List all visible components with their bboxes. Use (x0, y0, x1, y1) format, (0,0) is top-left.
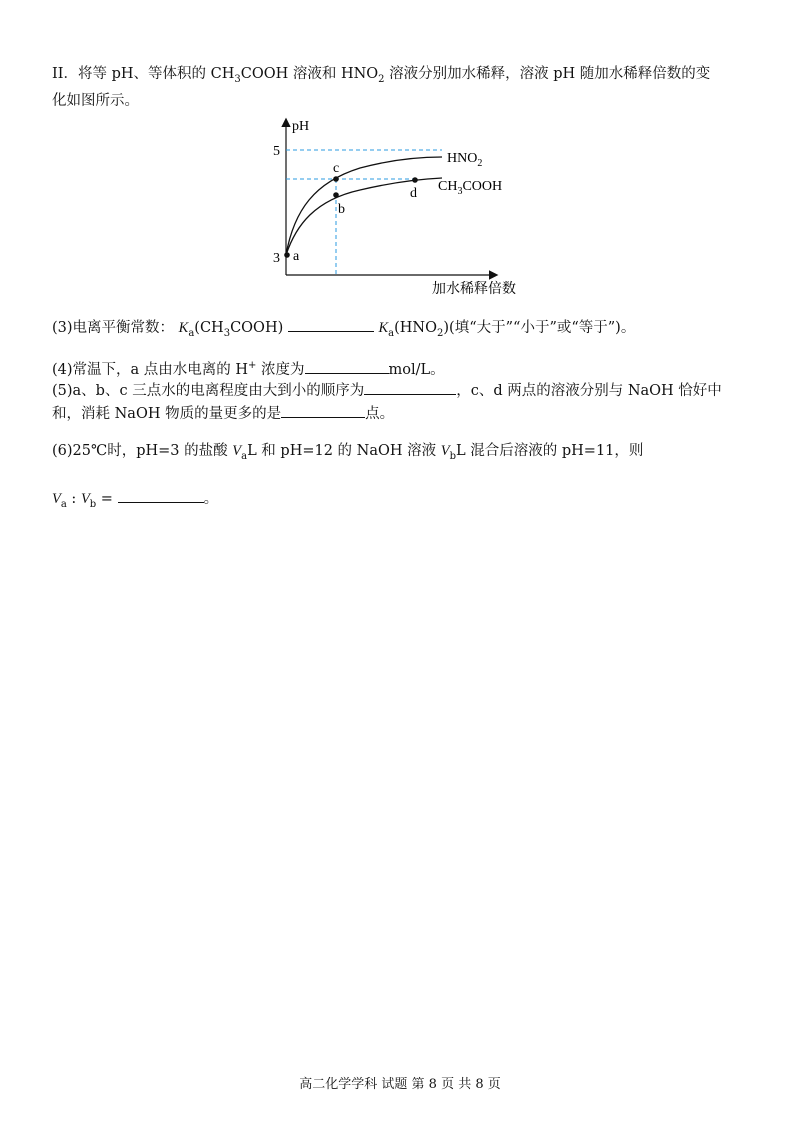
y-axis-label: pH (292, 119, 310, 134)
subscript: 3 (223, 327, 231, 339)
volume-symbol: V (80, 491, 90, 507)
formula: (HNO (394, 320, 437, 336)
subscript: b (449, 450, 457, 462)
q4-mid: 浓度为 (256, 361, 305, 378)
point-b-marker (333, 192, 339, 198)
curve-hno2 (286, 157, 442, 255)
subscript: b (89, 498, 97, 510)
q6-end: 。 (203, 491, 219, 507)
q4-suffix: mol/L。 (388, 361, 445, 378)
q5-text: 和，消耗 NaOH 物质的量更多的是 (52, 406, 282, 422)
dilution-ph-chart (260, 110, 550, 300)
answer-blank-q6[interactable] (118, 488, 204, 503)
page-footer: 高二化学学科 试题 第 8 页 共 8 页 (299, 1077, 501, 1092)
subscript: 3 (234, 73, 241, 85)
subscript: a (388, 327, 395, 339)
label-hno2: $HNO_2$ (447, 151, 483, 169)
q6-text: (6)25℃时，pH=3 的盐酸 (52, 443, 233, 459)
equals: = (96, 491, 118, 507)
ka-symbol: K (178, 320, 189, 336)
question-6-line-1 (52, 440, 643, 468)
question-3 (52, 317, 635, 345)
volume-symbol: V (52, 491, 61, 507)
ratio-colon: : (66, 491, 81, 507)
point-a-label: a (293, 249, 300, 264)
point-b-label: b (338, 202, 345, 217)
point-a-marker (284, 252, 290, 258)
formula: COOH) (230, 320, 284, 336)
x-axis-label: 加水稀释倍数 (432, 282, 516, 297)
point-d-label: d (410, 186, 417, 201)
subscript: a (60, 498, 67, 510)
q5-text: 点。 (365, 406, 395, 422)
volume-symbol: V (232, 443, 242, 459)
formula: (CH (194, 320, 224, 336)
q6-text: L 混合后溶液的 pH=11，则 (456, 443, 644, 459)
point-c-marker (333, 176, 339, 182)
q5-text: ，c、d 两点的溶液分别与 NaOH 恰好中 (456, 383, 722, 399)
question-4 (52, 355, 445, 381)
label-ch3cooh: $CH_3COOH$ (438, 179, 503, 197)
subscript: 2 (378, 73, 385, 85)
question-5-line-1 (52, 380, 722, 402)
volume-symbol: V (440, 443, 450, 459)
intro-line-1 (52, 63, 710, 91)
intro-text: 溶液分别加水稀释，溶液 pH 随加水稀释倍数的变 (384, 66, 711, 82)
question-5-line-2 (52, 403, 394, 425)
superscript: + (248, 360, 257, 371)
formula: ) (443, 320, 450, 336)
q4-prefix: (4)常温下，a 点由水电离的 H (52, 361, 249, 378)
subscript: 2 (437, 327, 444, 339)
intro-line-2: 化如图所示。 (52, 93, 139, 109)
subscript: a (188, 327, 195, 339)
answer-blank-q5b[interactable] (281, 403, 365, 418)
answer-blank-q3[interactable] (288, 317, 374, 332)
intro-text: COOH 溶液和 HNO (240, 66, 379, 82)
tick-5: 5 (273, 144, 280, 159)
question-6-line-2 (52, 488, 218, 516)
q6-text: L 和 pH=12 的 NaOH 溶液 (247, 443, 441, 459)
curve-ch3cooh (286, 178, 442, 255)
intro-text: II．将等 pH、等体积的 CH (52, 66, 235, 82)
q5-text: (5)a、b、c 三点水的电离程度由大到小的顺序为 (52, 383, 365, 399)
q3-prefix: (3)电离平衡常数： (52, 320, 175, 336)
point-c-label: c (333, 161, 340, 176)
answer-blank-q4[interactable] (305, 359, 389, 374)
ka-symbol: K (378, 320, 389, 336)
point-d-marker (412, 177, 418, 183)
q3-suffix: (填“大于”“小于”或“等于”)。 (449, 320, 636, 336)
subscript: a (241, 450, 248, 462)
tick-3: 3 (273, 251, 280, 266)
answer-blank-q5a[interactable] (364, 380, 456, 395)
